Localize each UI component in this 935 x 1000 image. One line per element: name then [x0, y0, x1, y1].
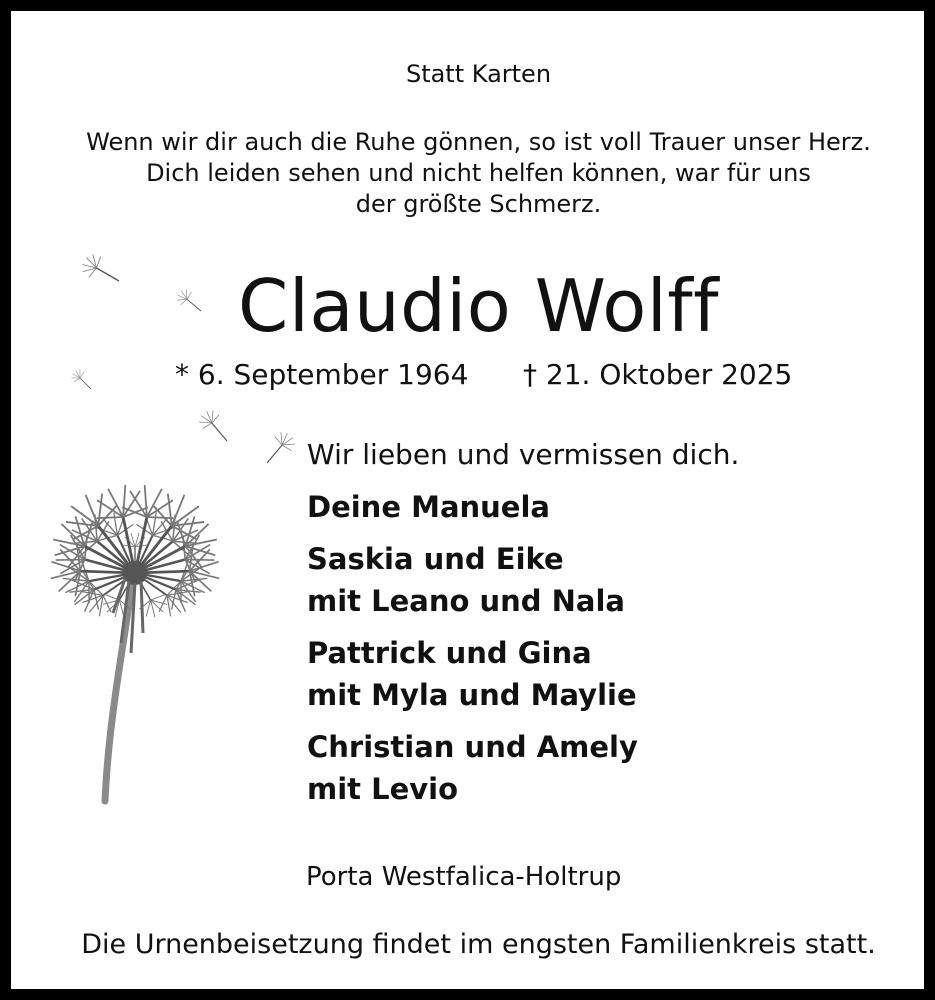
family-line: Christian und Amely [307, 730, 638, 764]
header-text: Statt Karten [405, 60, 552, 88]
family-line: Pattrick und Gina [307, 636, 592, 670]
deceased-name: Claudio Wolff [238, 264, 719, 348]
poem-line: der größte Schmerz. [355, 190, 602, 218]
family-line: mit Levio [307, 772, 459, 806]
place-text: Porta Westfalica-Holtrup [306, 862, 622, 892]
family-list [307, 436, 739, 820]
family-group [307, 632, 739, 716]
family-line: mit Leano und Nala [307, 584, 625, 618]
family-group [307, 726, 739, 810]
poem-line: Dich leiden sehen und nicht helfen können, war für uns [146, 159, 811, 187]
poem [11, 127, 935, 220]
family-line: mit Myla und Maylie [307, 678, 637, 712]
family-group [307, 486, 739, 528]
closing-text: Die Urnenbeisetzung findet im engsten Familienkreis statt. [81, 929, 876, 960]
family-group [307, 538, 739, 622]
death-date: † 21. Oktober 2025 [523, 358, 793, 391]
birth-date: * 6. September 1964 [175, 358, 469, 391]
family-line: Deine Manuela [307, 490, 550, 524]
love-line: Wir lieben und vermissen dich. [307, 438, 740, 471]
family-line: Saskia und Eike [307, 542, 564, 576]
poem-line: Wenn wir dir auch die Ruhe gönnen, so ist voll Trauer unser Herz. [86, 128, 871, 156]
